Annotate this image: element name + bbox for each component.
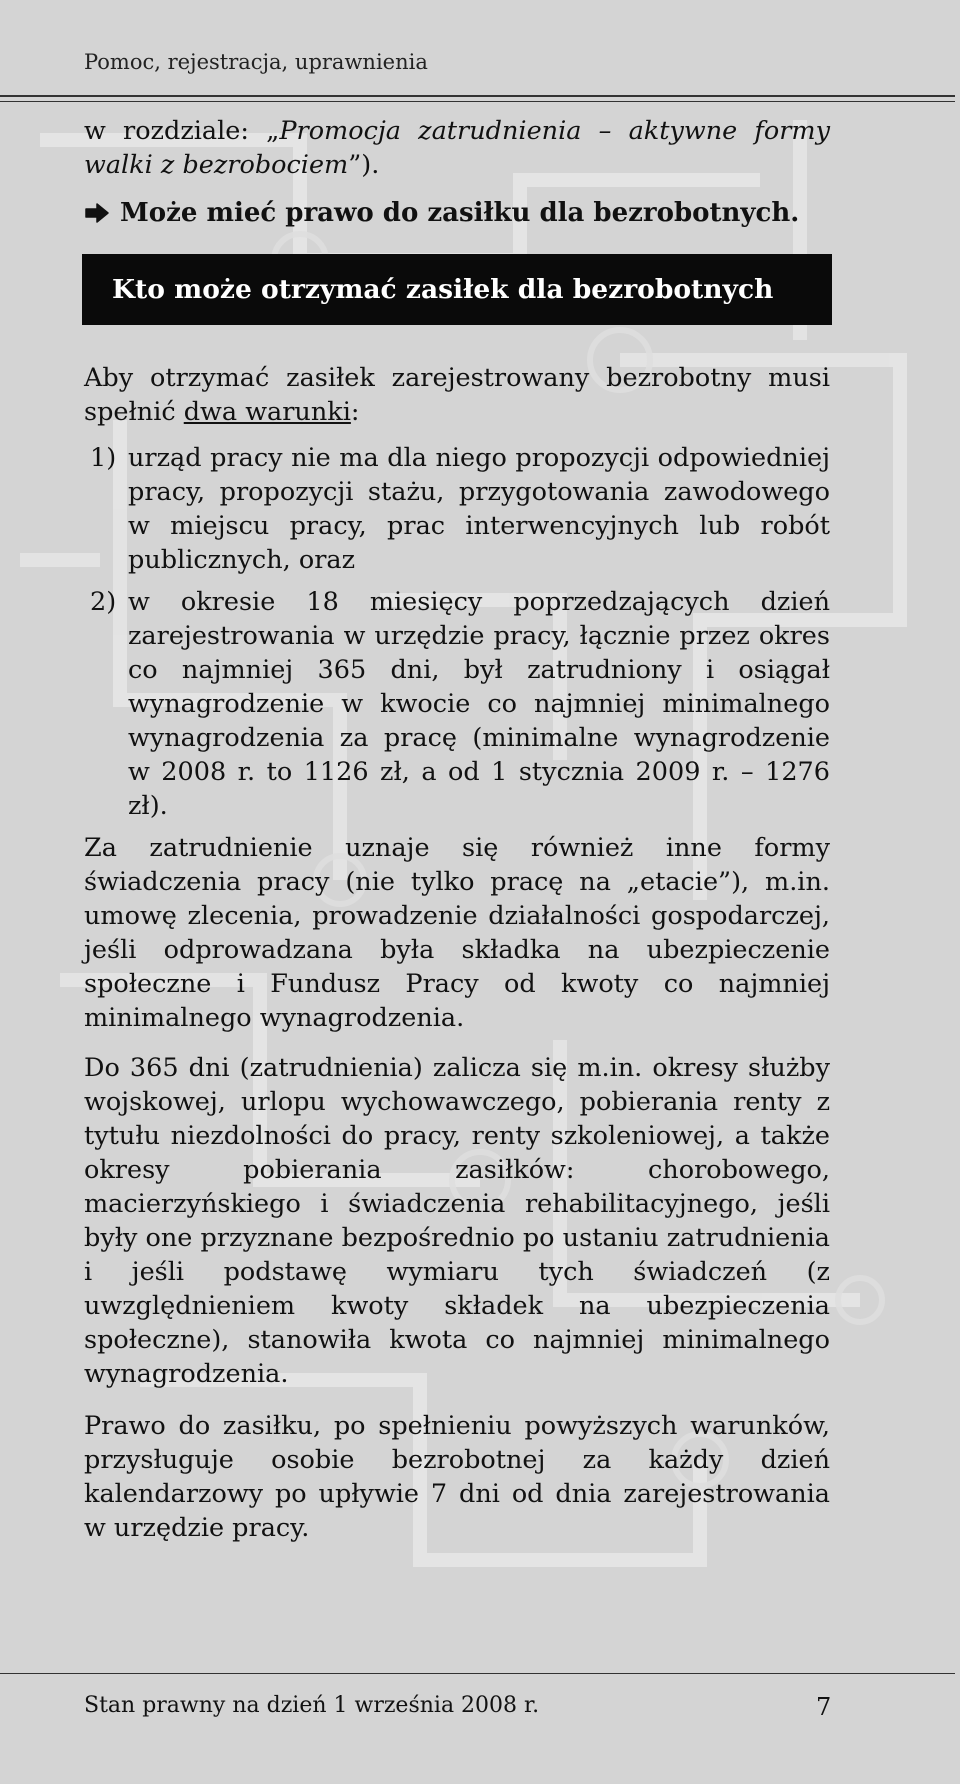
list-item xyxy=(84,441,830,577)
header-rule xyxy=(0,95,955,97)
footer-rule xyxy=(0,1673,955,1674)
conditions-intro xyxy=(84,361,830,429)
intro-paragraph xyxy=(84,114,830,182)
list-item-number: 1) xyxy=(90,443,117,473)
arrow-note-text: Może mieć prawo do zasiłku dla bezrobotnych. xyxy=(120,198,800,228)
running-header: Pomoc, rejestracja, uprawnienia xyxy=(84,50,428,74)
section-heading: Kto może otrzymać zasiłek dla bezrobotnych xyxy=(112,273,774,305)
conditions-intro-colon: : xyxy=(350,397,360,427)
right-arrow-icon xyxy=(84,202,110,224)
paragraph-employment-forms: Za zatrudnienie uznaje się również inne formy świadczenia pracy (nie tylko pracę na „etacie”), m.in. umowę zlecenia, prowadzenie działalności gospodarczej, jeśli odprowadzana była składka na ubezpieczenie społeczne i Fundusz Pracy od kwoty co najmniej minimalnego wynagrodzenia. xyxy=(84,833,830,1033)
list-item xyxy=(84,585,830,823)
paragraph-counted-periods: Do 365 dni (zatrudnienia) zalicza się m.in. okresy służby wojskowej, urlopu wychowawczego, pobierania renty z tytułu niezdolności do pracy, renty szkoleniowej, a także okresy pobierania zasiłków: chorobowego, macierzyńskiego i świadczenia rehabilitacyjnego, jeśli były one przyznane bezpośrednio po ustaniu zatrudnienia i jeśli podstawę wymiaru tych świadczeń (z uwzględnieniem kwoty składek na ubezpieczenia społeczne), stanowiła kwota co najmniej minimalnego wynagrodzenia. xyxy=(84,1053,830,1389)
footer-legal-status: Stan prawny na dzień 1 września 2008 r. xyxy=(84,1693,540,1718)
intro-italic: Promocja zatrudnienia – aktywne formy walki z bezrobociem xyxy=(84,116,830,180)
list-item-text: w okresie 18 miesięcy poprzedzających dzień zarejestrowania w urzędzie pracy, łącznie przez okres co najmniej 365 dni, był zatrudniony i osiągał wynagrodzenie w kwocie co najmniej minimalnego wynagrodzenia za pracę (minimalne wynagrodzenie w 2008 r. to 1126 zł, a od 1 stycznia 2009 r. – 1276 zł). xyxy=(128,587,830,821)
arrow-note xyxy=(84,196,830,230)
header-rule-thin xyxy=(0,101,955,102)
conditions-list xyxy=(84,441,830,823)
list-item-number: 2) xyxy=(90,587,117,617)
paragraph-benefit-right: Prawo do zasiłku, po spełnieniu powyższych warunków, przysługuje osobie bezrobotnej za każdy dzień kalendarzowy po upływie 7 dni od dnia zarejestrowania w urzędzie pracy. xyxy=(84,1411,830,1543)
list-item-text: urząd pracy nie ma dla niego propozycji odpowiedniej pracy, propozycji stażu, przygotowania zawodowego w miejscu pracy, prac interwencyjnych lub robót publicznych, oraz xyxy=(128,443,830,575)
conditions-intro-underlined: dwa warunki xyxy=(183,397,351,427)
conditions-intro-text: Aby otrzymać zasiłek zarejestrowany bezrobotny musi spełnić xyxy=(84,363,830,427)
intro-suffix: ”). xyxy=(348,150,380,180)
page-content xyxy=(84,114,830,1545)
page-number: 7 xyxy=(816,1693,832,1721)
section-heading-box xyxy=(82,254,832,325)
intro-prefix: w rozdziale: „ xyxy=(84,116,280,146)
